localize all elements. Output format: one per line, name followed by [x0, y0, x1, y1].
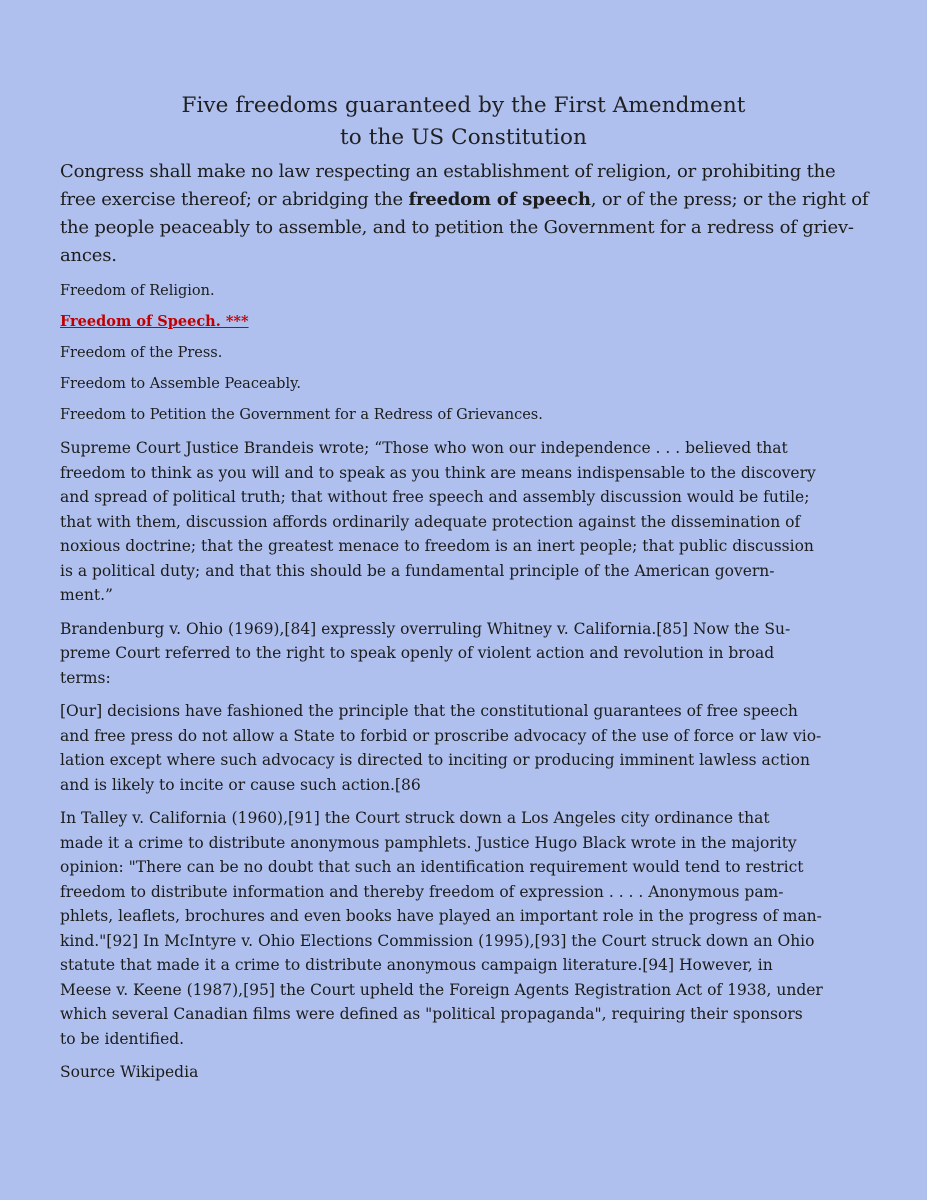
paragraph-line: Brandenburg v. Ohio (1969),[84] expressly overruling Whitney v. California.[85] Now the Su-: [60, 619, 791, 638]
paragraph-line: phlets, leaflets, brochures and even books have played an important role in the progress of man-: [60, 907, 822, 925]
paragraph-line: noxious doctrine; that the greatest menace to freedom is an inert people; that public discussion: [60, 537, 814, 555]
talley-paragraph: [60, 806, 867, 1051]
decisions-paragraph: [60, 699, 867, 797]
brandenburg-paragraph: [60, 617, 867, 691]
amendment-line: Congress shall make no law respecting an establishment of religion, or prohibiting the: [60, 161, 836, 182]
title-line-1: Five freedoms guaranteed by the First Amendment: [181, 93, 746, 118]
paragraph-line: which several Canadian films were defined as "political propaganda", requiring their sponsors: [60, 1005, 803, 1023]
paragraph-line: Supreme Court Justice Brandeis wrote; “Those who won our independence . . . believed that: [60, 439, 788, 457]
freedom-assemble: Freedom to Assemble Peaceably.: [60, 376, 301, 392]
document-title: [60, 90, 867, 154]
paragraph-line: and spread of political truth; that without free speech and assembly discussion would be futile;: [60, 488, 810, 506]
paragraph-line: terms:: [60, 668, 111, 687]
paragraph-line: Meese v. Keene (1987),[95] the Court upheld the Foreign Agents Registration Act of 1938, under: [60, 980, 823, 999]
paragraph-line: lation except where such advocacy is directed to inciting or producing imminent lawless action: [60, 751, 810, 769]
brandeis-paragraph: [60, 436, 867, 608]
paragraph-line: ment.”: [60, 586, 113, 604]
paragraph-line: that with them, discussion affords ordinarily adequate protection against the dissemination of: [60, 512, 801, 531]
paragraph-line: In Talley v. California (1960),[91] the Court struck down a Los Angeles city ordinance that: [60, 809, 770, 827]
document-body: [60, 158, 867, 1084]
amendment-line: ances.: [60, 245, 117, 266]
freedom-petition: Freedom to Petition the Government for a Redress of Grievances.: [60, 407, 543, 423]
title-line-2: to the US Constitution: [340, 125, 587, 150]
paragraph-line: statute that made it a crime to distribute anonymous campaign literature.[94] However, in: [60, 956, 773, 974]
paragraph-line: freedom to think as you will and to speak as you think are means indispensable to the discovery: [60, 463, 816, 482]
freedom-press: Freedom of the Press.: [60, 345, 223, 361]
source-credit: Source Wikipedia: [60, 1063, 199, 1081]
paragraph-line: and free press do not allow a State to forbid or proscribe advocacy of the use of force or law vio-: [60, 726, 822, 745]
amendment-line: [60, 186, 867, 214]
paragraph-line: is a political duty; and that this should be a fundamental principle of the American govern-: [60, 561, 775, 580]
amendment-line: the people peaceably to assemble, and to petition the Government for a redress of griev-: [60, 217, 854, 238]
paragraph-line: preme Court referred to the right to speak openly of violent action and revolution in broad: [60, 644, 775, 662]
amendment-line-start: free exercise thereof; or abridging the: [60, 189, 409, 210]
freedom-speech-link[interactable]: Freedom of Speech. ***: [60, 313, 249, 330]
paragraph-line: [Our] decisions have fashioned the principle that the constitutional guarantees of free speech: [60, 702, 798, 720]
paragraph-line: kind."[92] In McIntyre v. Ohio Elections Commission (1995),[93] the Court struck down an Ohio: [60, 931, 815, 950]
freedom-of-speech-emphasis: freedom of speech: [408, 189, 591, 210]
paragraph-line: freedom to distribute information and thereby freedom of expression . . . . Anonymous pam-: [60, 882, 784, 901]
paragraph-line: and is likely to incite or cause such action.[86: [60, 775, 421, 794]
paragraph-line: to be identified.: [60, 1029, 185, 1048]
amendment-line-end: , or of the press; or the right of: [590, 189, 869, 210]
paragraph-line: opinion: "There can be no doubt that such an identification requirement would tend to restrict: [60, 858, 804, 876]
amendment-text: [60, 158, 867, 270]
paragraph-line: made it a crime to distribute anonymous pamphlets. Justice Hugo Black wrote in the majority: [60, 833, 797, 852]
freedom-religion: Freedom of Religion.: [60, 283, 215, 299]
